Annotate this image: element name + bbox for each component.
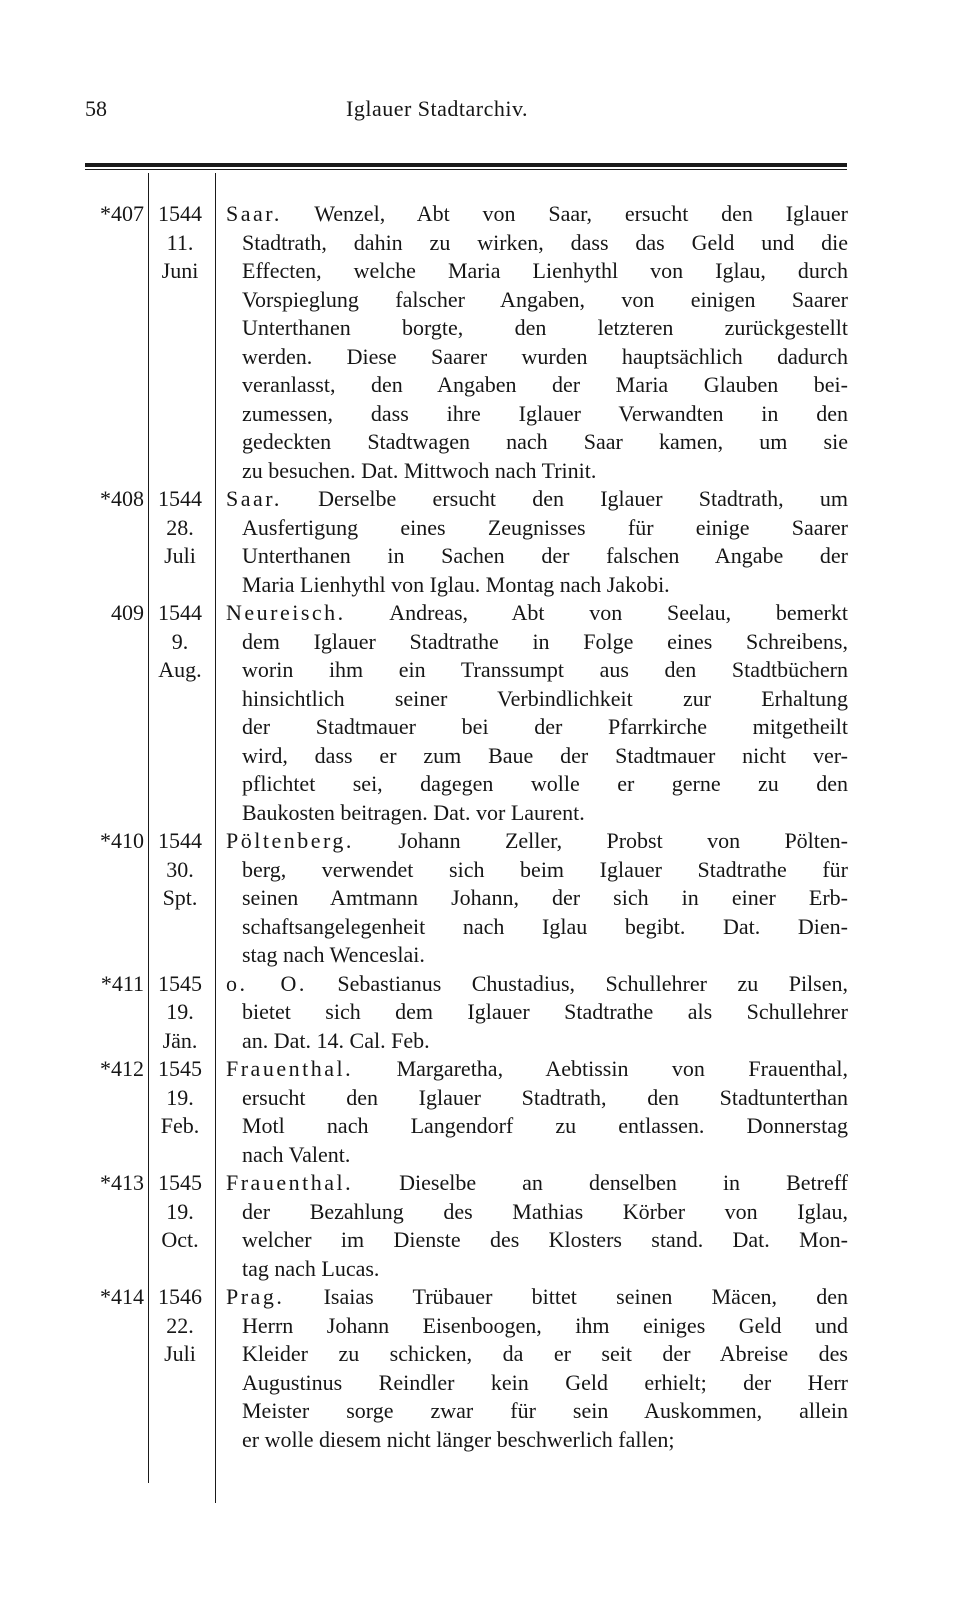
- entry-line: [0, 1169, 960, 1198]
- entry-date: Juli: [164, 1341, 196, 1366]
- entry-date: Feb.: [160, 1113, 200, 1138]
- register-entry: [0, 599, 960, 827]
- entry-line: [0, 913, 960, 942]
- entry-date: 19.: [166, 1198, 194, 1224]
- entry-text: zumessen, dass ihre Iglauer Verwandten in den: [242, 400, 848, 426]
- entry-text: welcher im Dienste des Klosters stand. Dat. Mon-: [242, 1227, 848, 1252]
- entry-line: [0, 514, 960, 543]
- entry-line: [0, 1226, 960, 1255]
- entry-line: [0, 1055, 960, 1084]
- entry-place: Prag.: [226, 1284, 285, 1309]
- entry-date: 1544: [158, 828, 202, 853]
- entry-text: Unterthanen in Sachen der falschen Angabe der: [242, 543, 848, 568]
- entry-text: Unterthanen borgte, den letzteren zurückgestellt: [242, 315, 848, 340]
- entry-line: [0, 1027, 960, 1056]
- entry-date: Oct.: [161, 1227, 199, 1252]
- entry-text: Prag. Isaias Trübauer bittet seinen Mäcen, den: [226, 1284, 848, 1309]
- entry-text: hinsichtlich seiner Verbindlichkeit zur Erhaltung: [242, 685, 848, 711]
- entry-text: Motl nach Langendorf zu entlassen. Donnerstag: [242, 1113, 848, 1138]
- entry-line: [0, 799, 960, 828]
- entry-date: 1545: [158, 970, 202, 996]
- entry-line: [0, 371, 960, 400]
- register-entry: [0, 1055, 960, 1169]
- register-entry: [0, 970, 960, 1056]
- entry-text: nach Valent.: [242, 1141, 351, 1167]
- register-entry: [0, 1169, 960, 1283]
- entry-date: 19.: [166, 1084, 194, 1110]
- header-rule-thin: [85, 169, 847, 170]
- entry-number: *413: [100, 1170, 144, 1195]
- entry-place: o. O.: [226, 970, 307, 996]
- entry-date: Aug.: [158, 657, 202, 682]
- entry-text: dem Iglauer Stadtrathe in Folge eines Schreibens,: [242, 628, 848, 654]
- entry-text: Frauenthal. Margaretha, Aebtissin von Frauenthal,: [226, 1056, 848, 1081]
- entry-text: berg, verwendet sich beim Iglauer Stadtrathe für: [242, 856, 848, 882]
- entry-text: seinen Amtmann Johann, der sich in einer Erb-: [242, 885, 848, 910]
- entry-line: [0, 1397, 960, 1426]
- entry-text: der Bezahlung des Mathias Körber von Iglau,: [242, 1198, 848, 1224]
- entry-text: an. Dat. 14. Cal. Feb.: [242, 1027, 430, 1053]
- entry-text: Effecten, welche Maria Lienhythl von Iglau, durch: [242, 258, 848, 283]
- entry-date: Jän.: [162, 1027, 198, 1053]
- entry-line: [0, 599, 960, 628]
- register-entry: [0, 1283, 960, 1454]
- entry-date: 1544: [158, 486, 202, 511]
- entry-text: schaftsangelegenheit nach Iglau begibt. Dat. Dien-: [242, 913, 848, 939]
- entry-date: 11.: [166, 229, 194, 255]
- entry-line: [0, 742, 960, 771]
- entry-line: [0, 343, 960, 372]
- entry-text: gedeckten Stadtwagen nach Saar kamen, um sie: [242, 429, 848, 454]
- entry-line: [0, 286, 960, 315]
- entry-date: 1544: [158, 600, 202, 625]
- entry-line: [0, 314, 960, 343]
- entry-number: 409: [111, 600, 144, 625]
- entry-text: bietet sich dem Iglauer Stadtrathe als Schullehrer: [242, 999, 848, 1024]
- entry-line: [0, 827, 960, 856]
- entry-line: [0, 1312, 960, 1341]
- entry-number: *412: [100, 1056, 144, 1081]
- entry-text: Saar. Derselbe ersucht den Iglauer Stadtrath, um: [226, 486, 848, 511]
- entry-place: Pöltenberg.: [226, 828, 354, 853]
- entry-line: [0, 713, 960, 742]
- entry-line: [0, 542, 960, 571]
- entry-date: 1545: [158, 1170, 202, 1195]
- entry-line: [0, 457, 960, 486]
- header-rule: [85, 163, 847, 167]
- entry-line: [0, 770, 960, 799]
- entry-text: der Stadtmauer bei der Pfarrkirche mitgetheilt: [242, 714, 848, 739]
- entry-text: Stadtrath, dahin zu wirken, dass das Geld und die: [242, 229, 848, 255]
- entry-line: [0, 400, 960, 429]
- register-entry: [0, 827, 960, 970]
- entry-number: *414: [100, 1284, 144, 1309]
- entry-date: Juli: [164, 543, 196, 568]
- entry-date: 9.: [171, 628, 189, 654]
- entry-number: *408: [100, 486, 144, 511]
- register-entry: [0, 485, 960, 599]
- page-header: [0, 96, 960, 136]
- entry-line: [0, 257, 960, 286]
- entry-text: Saar. Wenzel, Abt von Saar, ersucht den Iglauer: [226, 201, 848, 226]
- entry-date: 28.: [166, 514, 194, 540]
- entry-line: [0, 229, 960, 258]
- entry-line: [0, 428, 960, 457]
- entry-line: [0, 1141, 960, 1170]
- entry-line: [0, 1283, 960, 1312]
- entry-line: [0, 1084, 960, 1113]
- entry-place: Frauenthal.: [226, 1170, 354, 1195]
- entry-line: [0, 685, 960, 714]
- entry-line: [0, 628, 960, 657]
- entry-text: Vorspieglung falscher Angaben, von einigen Saarer: [242, 286, 848, 312]
- entry-text: veranlasst, den Angaben der Maria Glauben bei-: [242, 372, 848, 397]
- entry-number: *411: [100, 970, 144, 996]
- entry-text: Herrn Johann Eisenboogen, ihm einiges Geld und: [242, 1312, 848, 1338]
- running-title: Iglauer Stadtarchiv.: [346, 96, 529, 121]
- entry-text: o. O. Sebastianus Chustadius, Schullehrer zu Pilsen,: [226, 970, 848, 996]
- entry-text: Kleider zu schicken, da er seit der Abreise des: [242, 1341, 848, 1366]
- entry-text: Meister sorge zwar für sein Auskommen, allein: [242, 1398, 848, 1423]
- entry-text: ersucht den Iglauer Stadtrath, den Stadtunterthan: [242, 1084, 848, 1110]
- entry-line: [0, 200, 960, 229]
- entry-number: *410: [100, 828, 144, 853]
- entry-line: [0, 656, 960, 685]
- entry-place: Neureisch.: [226, 600, 346, 625]
- entry-line: [0, 970, 960, 999]
- entry-date: Juni: [161, 258, 199, 283]
- entry-text: Frauenthal. Dieselbe an denselben in Betreff: [226, 1170, 848, 1195]
- entry-text: Ausfertigung eines Zeugnisses für einige Saarer: [242, 514, 848, 540]
- entry-line: [0, 941, 960, 970]
- entry-text: wird, dass er zum Baue der Stadtmauer nicht ver-: [242, 742, 848, 768]
- entry-text: Pöltenberg. Johann Zeller, Probst von Pölten-: [226, 828, 848, 853]
- page-number: 58: [85, 96, 107, 121]
- entry-text: er wolle diesem nicht länger beschwerlich fallen;: [242, 1426, 675, 1452]
- entry-date: 1544: [158, 201, 202, 226]
- entry-text: worin ihm ein Transsumpt aus den Stadtbüchern: [242, 657, 848, 682]
- entry-text: Baukosten beitragen. Dat. vor Laurent.: [242, 799, 585, 825]
- entry-line: [0, 998, 960, 1027]
- entry-text: Neureisch. Andreas, Abt von Seelau, bemerkt: [226, 600, 848, 625]
- entry-date: 1545: [158, 1056, 202, 1081]
- entry-line: [0, 485, 960, 514]
- entry-line: [0, 1369, 960, 1398]
- entry-line: [0, 1255, 960, 1284]
- entry-text: stag nach Wenceslai.: [242, 942, 425, 967]
- entry-date: Spt.: [162, 885, 198, 910]
- entry-text: Augustinus Reindler kein Geld erhielt; der Herr: [242, 1369, 848, 1395]
- entry-place: Saar.: [226, 201, 282, 226]
- entry-number: *407: [100, 201, 144, 226]
- register-entries: [0, 200, 960, 1454]
- entry-place: Frauenthal.: [226, 1056, 354, 1081]
- entry-line: [0, 1426, 960, 1455]
- entry-line: [0, 856, 960, 885]
- entry-text: werden. Diese Saarer wurden hauptsächlich dadurch: [242, 343, 848, 369]
- entry-date: 22.: [166, 1312, 194, 1338]
- entry-text: pflichtet sei, dagegen wolle er gerne zu den: [242, 771, 848, 796]
- entry-line: [0, 571, 960, 600]
- entry-line: [0, 1198, 960, 1227]
- entry-line: [0, 884, 960, 913]
- entry-line: [0, 1112, 960, 1141]
- entry-date: 19.: [166, 999, 194, 1024]
- entry-text: zu besuchen. Dat. Mittwoch nach Trinit.: [242, 457, 597, 483]
- entry-text: Maria Lienhythl von Iglau. Montag nach Jakobi.: [242, 571, 670, 597]
- entry-date: 1546: [158, 1284, 202, 1309]
- entry-date: 30.: [166, 856, 194, 882]
- entry-place: Saar.: [226, 486, 282, 511]
- entry-line: [0, 1340, 960, 1369]
- entry-text: tag nach Lucas.: [242, 1255, 380, 1281]
- register-entry: [0, 200, 960, 485]
